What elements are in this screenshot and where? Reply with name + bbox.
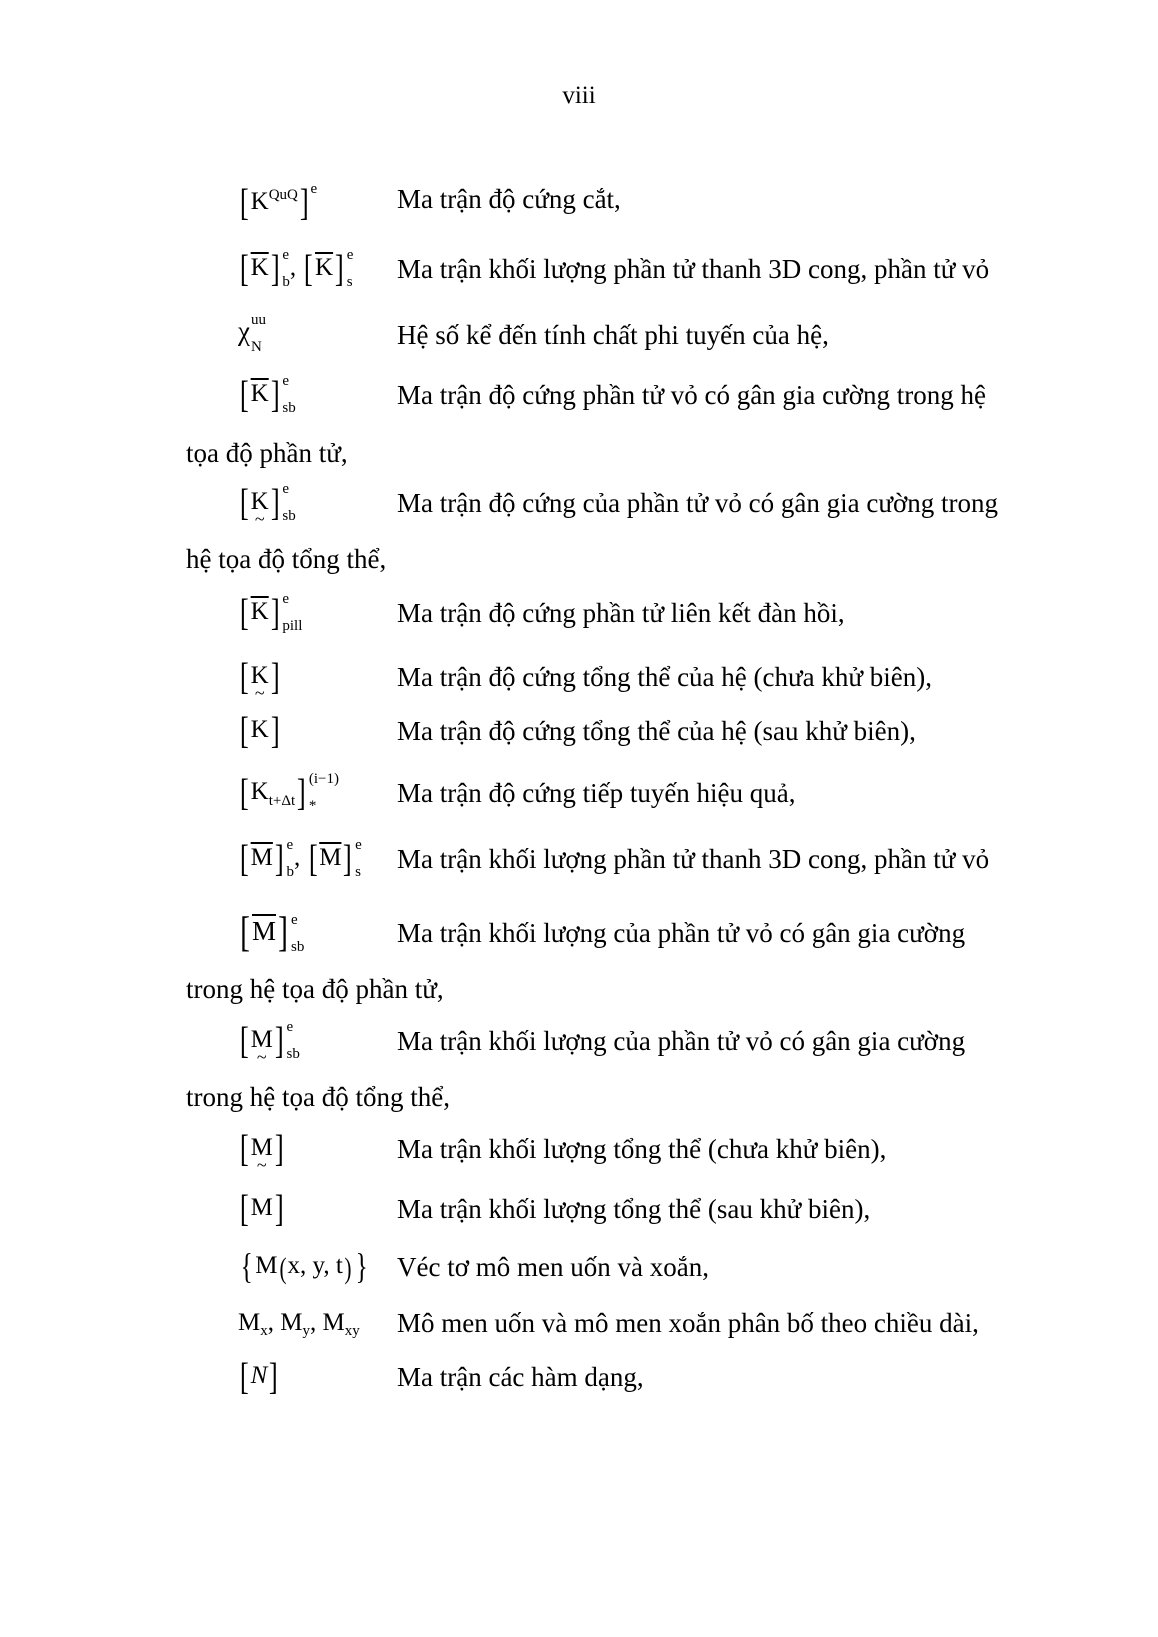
symbol: [K ~] e sb	[238, 484, 296, 522]
symbol: $[\overline{K}]$ e sb	[239, 372, 296, 417]
symbol: [K ~]	[238, 658, 281, 696]
description-continuation: trong hệ tọa độ phần tử,	[186, 974, 444, 1004]
description: Ma trận độ cứng cắt,	[397, 184, 621, 214]
description: Ma trận khối lượng của phần tử vỏ có gân gia cường	[397, 918, 966, 948]
description: Hệ số kể đến tính chất phi tuyến của hệ,	[397, 320, 829, 350]
symbol: { M(x, y, t) }	[240, 1246, 368, 1286]
symbol: $M_x$, $M_y$, $M_{xy}$	[238, 1309, 360, 1339]
description: Ma trận khối lượng phần tử thanh 3D cong, phần tử vỏ	[397, 254, 990, 284]
symbol: $[K^{QuQ}]$ $^e$	[239, 181, 318, 224]
symbol: $[\overline{K}]$ e b , $[\overline{K}]$ e s	[239, 246, 354, 291]
description: Ma trận khối lượng tổng thể (sau khử biên),	[397, 1194, 871, 1224]
description-continuation: tọa độ phần tử,	[186, 438, 348, 468]
symbol: $[\overline{K}]$ e pill	[239, 590, 303, 635]
description: Ma trận độ cứng tiếp tuyến hiệu quả,	[397, 778, 796, 808]
description: Ma trận độ cứng của phần tử vỏ có gân gia cường trong	[397, 488, 999, 518]
symbol: $[K_{t+\Delta t}]$ (i−1) *	[239, 770, 339, 815]
description-continuation: trong hệ tọa độ tổng thể,	[186, 1082, 450, 1112]
symbol: [N]	[239, 1356, 279, 1398]
description: Ma trận khối lượng tổng thể (chưa khử biên),	[397, 1134, 887, 1164]
symbol: $[\overline{M}]$ e sb	[240, 910, 305, 956]
description: Ma trận khối lượng của phần tử vỏ có gân gia cường	[397, 1026, 966, 1056]
description: Mô men uốn và mô men xoắn phân bố theo chiều dài,	[397, 1308, 979, 1338]
symbol: [M]	[239, 1188, 284, 1230]
description: Ma trận độ cứng phần tử liên kết đàn hồi,	[397, 598, 845, 628]
description: Ma trận độ cứng phần tử vỏ có gân gia cường trong hệ	[397, 380, 987, 410]
symbol: χ uu N	[238, 311, 266, 356]
description-continuation: hệ tọa độ tổng thể,	[186, 544, 387, 574]
description: Véc tơ mô men uốn và xoắn,	[397, 1252, 709, 1282]
symbol: [M ~]	[238, 1130, 286, 1168]
symbol: $[\overline{M}]$ e b , $[\overline{M}]$ e s	[239, 836, 362, 881]
symbol: [K]	[239, 710, 280, 752]
description: Ma trận khối lượng phần tử thanh 3D cong, phần tử vỏ	[397, 844, 990, 874]
page-number: viii	[562, 82, 596, 109]
description: Ma trận độ cứng tổng thể của hệ (chưa khử biên),	[397, 662, 932, 692]
symbol: [M ~] e sb	[238, 1022, 300, 1060]
description: Ma trận các hàm dạng,	[397, 1362, 644, 1392]
description: Ma trận độ cứng tổng thể của hệ (sau khử biên),	[397, 716, 916, 746]
